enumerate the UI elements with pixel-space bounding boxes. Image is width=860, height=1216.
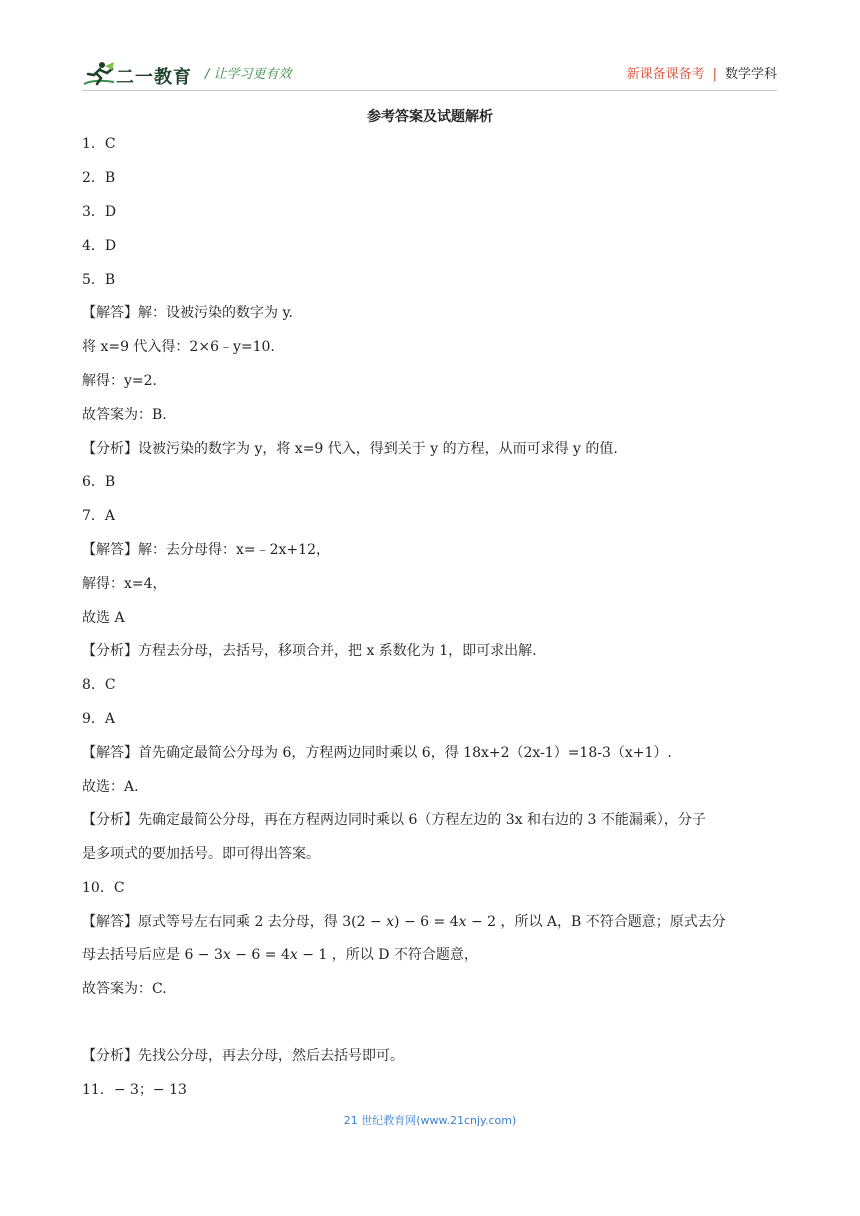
logo-text: 二一教育: [116, 67, 192, 88]
answer-line: 9．A: [82, 711, 116, 727]
logo: [82, 60, 202, 88]
answer-line: 故答案为：B.: [82, 407, 167, 423]
answer-line: 解得：x=4，: [82, 576, 167, 592]
answer-line: 母去括号后应是 6 − 3𝑥 − 6 = 4𝑥 − 1 ，所以 D 不符合题意，: [82, 947, 478, 963]
answer-line: 【解答】解：去分母得：x=﹣2x+12，: [82, 542, 330, 558]
answer-line: 将 x=9 代入得：2×6﹣y=10.: [82, 339, 275, 355]
footer-source: 21 世纪教育网(www.21cnjy.com): [343, 1114, 517, 1127]
answer-line: 8．C: [82, 677, 116, 693]
header-subject: [627, 63, 777, 82]
answer-line: 11．− 3；− 13: [82, 1082, 187, 1098]
answer-line: 故选：A.: [82, 779, 139, 795]
answer-line: 【解答】解：设被污染的数字为 y.: [82, 305, 293, 321]
answer-line: 1．C: [82, 136, 116, 152]
answer-line: 【分析】方程去分母，去括号，移项合并，把 x 系数化为 1，即可求出解.: [82, 643, 537, 659]
header-course-label: 新课备课备考: [626, 67, 705, 82]
header-separator: |: [712, 67, 717, 82]
answer-line: 5．B: [82, 272, 116, 288]
answer-line: 【分析】设被污染的数字为 y，将 x=9 代入，得到关于 y 的方程，从而可求得 y 的值.: [82, 441, 618, 457]
answer-line: 【解答】原式等号左右同乘 2 去分母，得 3(2 − 𝑥) − 6 = 4𝑥 − 2 ，所以 A，B 不符合题意；原式去分: [82, 914, 726, 930]
answer-line: 解得：y=2.: [82, 373, 157, 389]
answer-line: 【分析】先找公分母，再去分母，然后去括号即可。: [82, 1048, 404, 1064]
answer-line: 【解答】首先确定最简公分母为 6，方程两边同时乘以 6，得 18x+2（2x-1）=18-3（x+1）.: [82, 745, 672, 761]
answer-line: 7．A: [82, 508, 116, 524]
answer-line: 故选 A: [82, 610, 125, 626]
runner-logo-icon: [82, 60, 116, 88]
answer-line: 故答案为：C.: [82, 981, 167, 997]
answer-line: 是多项式的要加括号。即可得出答案。: [82, 846, 320, 862]
answer-line: 10．C: [82, 880, 125, 896]
answer-line: 2．B: [82, 170, 116, 186]
answer-line: 3．D: [82, 204, 117, 220]
page-header: [82, 54, 777, 94]
answer-line: 4．D: [82, 238, 117, 254]
slogan: / 让学习更有效: [205, 67, 292, 82]
header-divider: [82, 90, 777, 91]
document-title: 参考答案及试题解析: [367, 109, 493, 125]
answer-line: 【分析】先确定最简公分母，再在方程两边同时乘以 6（方程左边的 3x 和右边的 3 不能漏乘），分子: [82, 812, 706, 828]
header-subject-label: 数学学科: [724, 67, 777, 82]
answer-line: 6．B: [82, 474, 116, 490]
